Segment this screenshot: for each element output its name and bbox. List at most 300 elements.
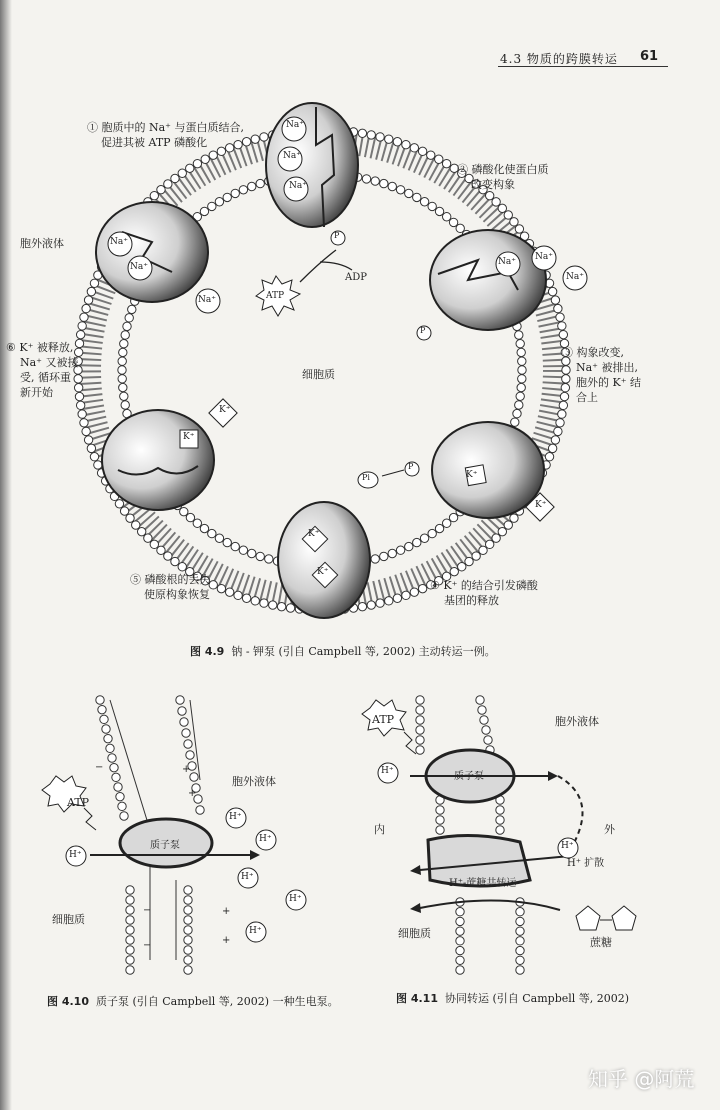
phospholipid-head: [380, 552, 388, 560]
phospholipid-head: [393, 594, 401, 602]
figure-4-10-caption: 图 4.10 质子泵 (引自 Campbell 等, 2002) 一种生电泵。: [47, 995, 339, 1008]
phospholipid-head: [80, 313, 88, 321]
phospholipid-head: [516, 966, 524, 974]
phospholipid-head: [559, 330, 567, 338]
atp-label-411: ATP: [372, 713, 395, 726]
p-label-2: P: [420, 326, 426, 335]
phospholipid-head: [492, 534, 500, 542]
phospholipid-head: [485, 540, 493, 548]
pump-state-5: [102, 410, 214, 510]
phospholipid-head: [385, 597, 393, 605]
k-label-2: K⁺: [183, 432, 195, 442]
phospholipid-head: [449, 513, 457, 521]
phospholipid-head: [184, 936, 192, 944]
pump-state-3: [432, 422, 547, 518]
step2-label: ② 磷酸化使蛋白质 改变构象: [457, 163, 549, 191]
phospholipid-head: [119, 348, 127, 356]
phospholipid-head: [416, 746, 424, 754]
phospholipid-head: [104, 734, 112, 742]
phospholipid-head: [518, 366, 526, 374]
phospholipid-head: [225, 588, 233, 596]
phospholipid-head: [87, 444, 95, 452]
h-label-410-1: H⁺: [69, 850, 82, 860]
phospholipid-head: [184, 956, 192, 964]
phospholipid-head: [186, 751, 194, 759]
phospholipid-head: [201, 155, 209, 163]
phospholipid-head: [125, 314, 133, 322]
phospholipid-head: [496, 816, 504, 824]
phospholipid-head: [416, 736, 424, 744]
phospholipid-head: [428, 529, 436, 537]
pump-state-2: [430, 230, 546, 330]
page-number: 61: [640, 49, 659, 64]
phospholipid-head: [554, 427, 562, 435]
phospholipid-head: [515, 401, 523, 409]
h-label-410-6: H⁺: [249, 926, 262, 936]
phospholipid-head: [126, 936, 134, 944]
phospholipid-head: [82, 427, 90, 435]
phospholipid-head: [456, 224, 464, 232]
phospholipid-head: [504, 521, 512, 529]
phospholipid-head: [126, 926, 134, 934]
phospholipid-head: [171, 557, 179, 565]
phospholipid-head: [118, 357, 126, 365]
phospholipid-head: [98, 705, 106, 713]
phospholipid-head: [182, 729, 190, 737]
phospholipid-head: [498, 204, 506, 212]
phospholipid-head: [416, 696, 424, 704]
phospholipid-head: [435, 155, 443, 163]
phospholipid-head: [190, 773, 198, 781]
phospholipid-head: [456, 956, 464, 964]
minus-sign-3: −: [143, 940, 152, 951]
phospholipid-head: [517, 383, 525, 391]
phospholipid-head: [558, 410, 566, 418]
phospholipid-head: [478, 706, 486, 714]
k-label-6: K⁺: [317, 567, 329, 577]
phospholipid-head: [456, 917, 464, 925]
phospholipid-head: [504, 211, 512, 219]
phospholipid-head: [178, 563, 186, 571]
pump-label-410: 质子泵: [150, 840, 180, 851]
phospholipid-head: [126, 514, 134, 522]
phospholipid-head: [110, 763, 118, 771]
na-label-1: Na⁺: [286, 120, 304, 130]
phospholipid-head: [396, 546, 404, 554]
phospholipid-head: [180, 718, 188, 726]
phospholipid-head: [410, 144, 418, 152]
phospholipid-head: [119, 383, 127, 391]
cotransport-arrow-2: [420, 900, 560, 910]
phospholipid-head: [102, 725, 110, 733]
h-label-410-4: H⁺: [241, 872, 254, 882]
phospholipid-head: [548, 444, 556, 452]
atp-label: ATP: [266, 291, 285, 301]
h-label-411-1: H⁺: [381, 766, 394, 776]
pi-label: Pi: [362, 473, 370, 482]
phospholipid-head: [427, 151, 435, 159]
phospholipid-head: [126, 966, 134, 974]
phospholipid-head: [184, 926, 192, 934]
h-label-410-2: H⁺: [229, 812, 242, 822]
phospholipid-head: [184, 740, 192, 748]
phospholipid-head: [515, 331, 523, 339]
watermark: 知乎 @阿荒: [588, 1067, 695, 1091]
phospholipid-head: [120, 507, 128, 515]
phospholipid-head: [388, 549, 396, 557]
phospholipid-head: [184, 886, 192, 894]
phospholipid-head: [367, 131, 375, 139]
adp-arrow: [320, 262, 352, 270]
phospholipid-head: [420, 534, 428, 542]
phospholipid-head: [94, 461, 102, 469]
energy-zigzag-410: [84, 808, 96, 830]
phospholipid-head: [108, 754, 116, 762]
cytoplasm-label-411: 细胞质: [398, 927, 431, 940]
h-label-410-5: H⁺: [289, 894, 302, 904]
phospholipid-head: [120, 339, 128, 347]
phospholipid-head: [545, 452, 553, 460]
phospholipid-head: [405, 542, 413, 550]
cotransport-label: H⁺-蔗糖共转运: [449, 878, 517, 889]
phospholipid-head: [200, 207, 208, 215]
phospholipid-head: [458, 563, 466, 571]
phospholipid-head: [518, 375, 526, 383]
phospholipid-head: [435, 207, 443, 215]
sucrose-ring-2: [612, 906, 636, 930]
energy-zigzag-411: [404, 732, 416, 754]
minus-sign-1: −: [95, 762, 104, 773]
phospholipid-head: [251, 597, 259, 605]
phospholipid-head: [435, 524, 443, 532]
phospholipid-head: [118, 366, 126, 374]
phospholipid-head: [196, 806, 204, 814]
phospholipid-head: [184, 906, 192, 914]
sucrose-label: 蔗糖: [590, 936, 612, 949]
extracellular-label-49: 胞外液体: [20, 237, 64, 250]
phospholipid-head: [256, 552, 264, 560]
phospholipid-head: [420, 198, 428, 206]
phospholipid-head: [496, 806, 504, 814]
phospholipid-head: [200, 524, 208, 532]
phospholipid-head: [393, 138, 401, 146]
inside-label: 内: [374, 823, 385, 836]
phospholipid-head: [449, 218, 457, 226]
phospholipid-head: [96, 696, 104, 704]
phospholipid-head: [480, 716, 488, 724]
phospholipid-head: [516, 917, 524, 925]
phospholipid-head: [121, 331, 129, 339]
cytoplasm-label-49: 细胞质: [302, 368, 335, 381]
phospholipid-head: [428, 202, 436, 210]
phospholipid-head: [137, 527, 145, 535]
phospholipid-head: [106, 744, 114, 752]
phospholipid-head: [76, 401, 84, 409]
phospholipid-head: [362, 175, 370, 183]
extracellular-label-411: 胞外液体: [555, 715, 599, 728]
phospholipid-head: [413, 538, 421, 546]
phospholipid-head: [234, 591, 242, 599]
phospholipid-head: [126, 906, 134, 914]
phospholipid-head: [371, 555, 379, 563]
minus-sign-2: −: [143, 905, 152, 916]
phospholipid-head: [380, 179, 388, 187]
phospholipid-head: [558, 322, 566, 330]
na-label-9: Na⁺: [566, 272, 584, 282]
phospholipid-head: [176, 696, 184, 704]
step6-label: ⑥ K⁺ 被释放, Na⁺ 又被接 受, 循环重 新开始: [6, 341, 79, 399]
na-label-2: Na⁺: [283, 151, 301, 161]
phospholipid-head: [416, 716, 424, 724]
phospholipid-head: [510, 514, 518, 522]
phospholipid-head: [371, 177, 379, 185]
phospholipid-head: [123, 322, 131, 330]
phospholipid-head: [358, 129, 366, 137]
phospholipid-head: [150, 191, 158, 199]
pump-state-1: [266, 103, 358, 227]
phospholipid-head: [260, 599, 268, 607]
phospholipid-head: [193, 159, 201, 167]
phospholipid-head: [217, 584, 225, 592]
phospholipid-head: [442, 159, 450, 167]
pump-state-6: [96, 202, 208, 302]
phospholipid-head: [492, 198, 500, 206]
phospholipid-head: [551, 296, 559, 304]
phospholipid-head: [511, 418, 519, 426]
phospholipid-head: [120, 812, 128, 820]
phospholipid-head: [76, 330, 84, 338]
phospholipid-head: [402, 591, 410, 599]
step4-label: ④ K⁺ 的结合引发磷酸 基团的释放: [430, 579, 538, 607]
phospholipid-head: [251, 135, 259, 143]
phospholipid-head: [223, 193, 231, 201]
phospholipid-head: [516, 927, 524, 935]
atp-arrow: [300, 250, 336, 282]
figure-4-10-diagram: [0, 680, 360, 980]
phospholipid-head: [90, 279, 98, 287]
phospholipid-head: [479, 546, 487, 554]
h-label-410-3: H⁺: [259, 834, 272, 844]
phospholipid-head: [548, 287, 556, 295]
adp-label: ADP: [345, 272, 367, 283]
phospholipid-head: [277, 602, 285, 610]
phospholipid-head: [269, 601, 277, 609]
phospholipid-head: [78, 410, 86, 418]
plus-sign-1: +: [182, 764, 191, 775]
phospholipid-head: [184, 946, 192, 954]
sucrose-ring-1: [576, 906, 600, 930]
phospholipid-head: [78, 322, 86, 330]
phospholipid-head: [456, 946, 464, 954]
phospholipid-head: [436, 816, 444, 824]
p-label-3: P: [408, 462, 414, 471]
phospholipid-head: [164, 180, 172, 188]
phospholipid-head: [80, 419, 88, 427]
phospholipid-head: [157, 546, 165, 554]
cytoplasm-label-410: 细胞质: [52, 913, 85, 926]
phospholipid-head: [215, 534, 223, 542]
extracellular-label-410: 胞外液体: [232, 775, 276, 788]
pi-arrow: [382, 470, 404, 476]
phospholipid-head: [209, 151, 217, 159]
phospholipid-head: [286, 604, 294, 612]
phospholipid-head: [116, 792, 124, 800]
phospholipid-head: [456, 966, 464, 974]
phospholipid-head: [178, 169, 186, 177]
phospholipid-head: [385, 135, 393, 143]
phospholipid-head: [456, 908, 464, 916]
phospholipid-head: [84, 296, 92, 304]
na-label-4: Na⁺: [110, 237, 128, 247]
phospholipid-head: [516, 908, 524, 916]
phospholipid-head: [132, 521, 140, 529]
step1-label: ① 胞质中的 Na⁺ 与蛋白质结合, 促进其被 ATP 磷酸化: [87, 121, 244, 149]
phospholipid-head: [465, 557, 473, 565]
phospholipid-head: [144, 534, 152, 542]
phospholipid-head: [126, 916, 134, 924]
phospholipid-head: [510, 218, 518, 226]
phospholipid-head: [120, 392, 128, 400]
step5-label: ⑤ 磷酸根的丢失 使原构象恢复: [130, 573, 211, 601]
phospholipid-head: [476, 696, 484, 704]
phospholipid-head: [231, 542, 239, 550]
phospholipid-head: [126, 886, 134, 894]
phospholipid-head: [84, 436, 92, 444]
phospholipid-head: [193, 519, 201, 527]
phospholipid-head: [184, 896, 192, 904]
phospholipid-head: [484, 736, 492, 744]
phospholipid-head: [498, 527, 506, 535]
phospholipid-head: [556, 313, 564, 321]
phospholipid-head: [248, 182, 256, 190]
phospholipid-head: [223, 538, 231, 546]
phospholipid-head: [260, 133, 268, 141]
figure-4-11-caption: 图 4.11 协同转运 (引自 Campbell 等, 2002): [396, 992, 630, 1005]
diffusion-label: H⁺ 扩散: [567, 858, 605, 869]
phospholipid-head: [442, 213, 450, 221]
phospholipid-head: [485, 191, 493, 199]
phospholipid-head: [367, 601, 375, 609]
phospholipid-head: [482, 726, 490, 734]
phospholipid-head: [231, 189, 239, 197]
phospholipid-head: [164, 552, 172, 560]
phospholipid-head: [248, 549, 256, 557]
phospholipid-head: [402, 140, 410, 148]
phospholipid-head: [450, 567, 458, 575]
phospholipid-head: [126, 946, 134, 954]
phospholipid-head: [513, 409, 521, 417]
na-label-7: Na⁺: [498, 257, 516, 267]
phospholipid-head: [208, 202, 216, 210]
phospholipid-head: [436, 806, 444, 814]
plus-sign-3: +: [222, 906, 231, 917]
phospholipid-head: [114, 783, 122, 791]
phospholipid-head: [518, 357, 526, 365]
phospholipid-head: [405, 189, 413, 197]
phospholipid-head: [87, 287, 95, 295]
phospholipid-head: [416, 726, 424, 734]
phospholipid-head: [418, 147, 426, 155]
phospholipid-head: [126, 896, 134, 904]
plus-sign-2: +: [188, 788, 197, 799]
phospholipid-head: [515, 225, 523, 233]
outside-label: 外: [604, 823, 615, 836]
phospholipid-head: [186, 164, 194, 172]
phospholipid-head: [376, 133, 384, 141]
pump-label-411: 质子泵: [454, 771, 484, 782]
phospholipid-head: [472, 552, 480, 560]
k-label-5: K⁺: [308, 529, 320, 539]
phospholipid-head: [516, 339, 524, 347]
phospholipid-head: [242, 594, 250, 602]
phospholipid-head: [184, 966, 192, 974]
na-label-3: Na⁺: [289, 181, 307, 191]
phospholipid-head: [150, 540, 158, 548]
phospholipid-head: [551, 436, 559, 444]
h-label-411-2: H⁺: [561, 841, 574, 851]
phospholipid-head: [112, 773, 120, 781]
k-label-3: K⁺: [466, 470, 478, 480]
phospholipid-head: [90, 452, 98, 460]
phospholipid-head: [442, 519, 450, 527]
phospholipid-head: [157, 185, 165, 193]
phospholipid-head: [128, 305, 136, 313]
figure-4-9-caption: 图 4.9 钠 - 钾泵 (引自 Campbell 等, 2002) 主动转运一例。: [190, 645, 496, 658]
phospholipid-head: [115, 500, 123, 508]
phospholipid-head: [436, 826, 444, 834]
phospholipid-head: [100, 715, 108, 723]
phospholipid-head: [265, 555, 273, 563]
phospholipid-head: [556, 419, 564, 427]
phospholipid-head: [516, 392, 524, 400]
phospholipid-head: [410, 588, 418, 596]
phospholipid-head: [554, 304, 562, 312]
phospholipid-head: [239, 546, 247, 554]
phospholipid-head: [215, 198, 223, 206]
phospholipid-head: [186, 513, 194, 521]
phospholipid-head: [496, 826, 504, 834]
step3-label: ③ 构象改变, Na⁺ 被排出, 胞外的 K⁺ 结 合上: [562, 346, 642, 404]
na-label-8: Na⁺: [535, 252, 553, 262]
phospholipid-head: [516, 937, 524, 945]
section-header: 4.3 物质的跨膜转运: [500, 52, 618, 66]
phospholipid-head: [396, 186, 404, 194]
atp-label-410: ATP: [67, 796, 90, 809]
phospholipid-head: [180, 507, 188, 515]
phospholipid-head: [121, 401, 129, 409]
phospholipid-head: [416, 706, 424, 714]
phospholipid-head: [456, 927, 464, 935]
phospholipid-head: [418, 584, 426, 592]
phospholipid-head: [517, 348, 525, 356]
k-label-4: K⁺: [535, 500, 547, 510]
phospholipid-head: [358, 602, 366, 610]
phospholipid-head: [82, 304, 90, 312]
phospholipid-head: [178, 707, 186, 715]
phospholipid-head: [516, 956, 524, 964]
phospholipid-head: [184, 916, 192, 924]
phospholipid-head: [239, 186, 247, 194]
phospholipid-head: [456, 937, 464, 945]
phospholipid-head: [413, 193, 421, 201]
na-label-5: Na⁺: [130, 262, 148, 272]
phospholipid-head: [256, 179, 264, 187]
phospholipid-head: [376, 599, 384, 607]
k-label-1: K⁺: [219, 405, 231, 415]
pump-state-4: [278, 502, 370, 618]
phospholipid-head: [118, 375, 126, 383]
phospholipid-head: [388, 182, 396, 190]
